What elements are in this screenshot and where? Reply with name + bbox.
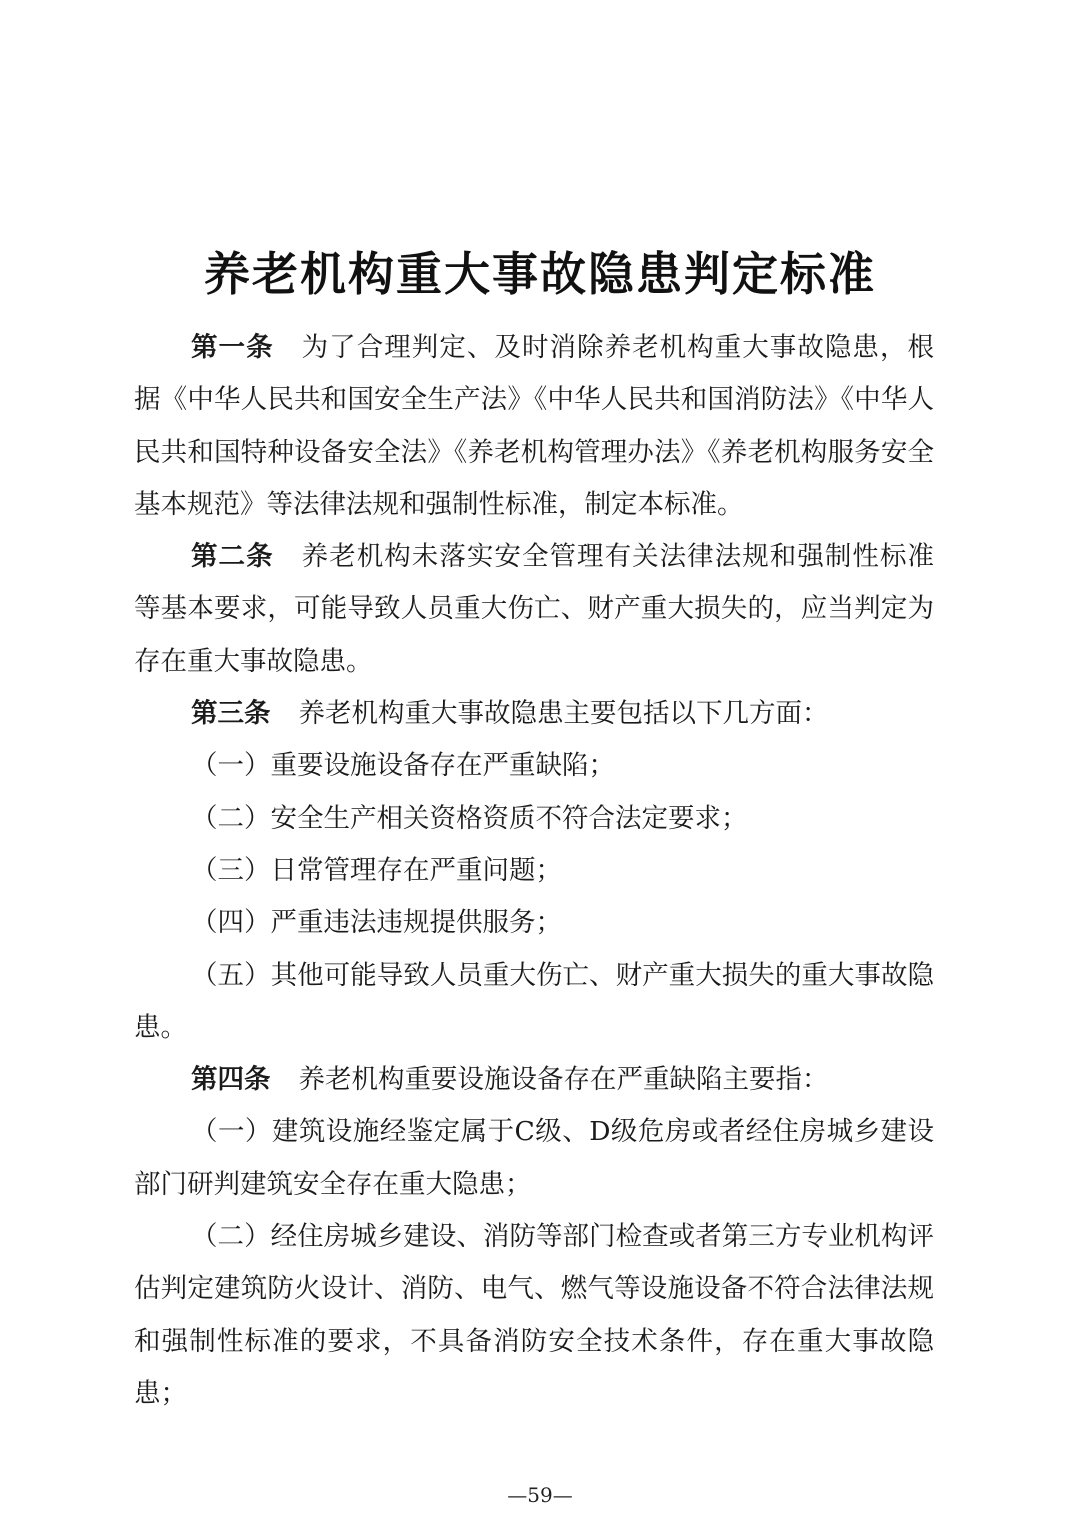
article-1-label: 第一条 <box>191 332 274 363</box>
article-1-text: 为了合理判定、及时消除养老机构重大事故隐患，根据《中华人民共和国安全生产法》《中华人民共和国消防法》《中华人民共和国特种设备安全法》《养老机构管理办法》《养老机构服务安全基本规范》等法律法规和强制性标准，制定本标准。 <box>134 332 935 520</box>
article-3-item-2: （二）安全生产相关资格资质不符合法定要求； <box>191 802 748 834</box>
page-number: —59— <box>507 1483 573 1507</box>
article-4-label: 第四条 <box>191 1064 271 1096</box>
document-body <box>134 322 934 1420</box>
article-2-text: 养老机构未落实安全管理有关法律法规和强制性标准等基本要求，可能导致人员重大伤亡、财产重大损失的，应当判定为存在重大事故隐患。 <box>134 541 935 677</box>
article-4-text: 养老机构重要设施设备存在严重缺陷主要指： <box>298 1064 829 1096</box>
article-3-text: 养老机构重大事故隐患主要包括以下几方面： <box>298 698 829 730</box>
article-4-item-2: （二）经住房城乡建设、消防等部门检查或者第三方专业机构评估判定建筑防火设计、消防、电气、燃气等设施设备不符合法律法规和强制性标准的要求，不具备消防安全技术条件，存在重大事故隐患； <box>134 1221 934 1409</box>
article-1 <box>134 322 934 531</box>
article-2 <box>134 531 934 688</box>
article-3 <box>134 688 934 740</box>
article-3-item-3: （三）日常管理存在严重问题； <box>191 854 562 886</box>
article-3-item-4: （四）严重违法违规提供服务； <box>191 907 562 939</box>
article-3-label: 第三条 <box>191 698 271 730</box>
article-2-label: 第二条 <box>191 541 274 573</box>
article-3-item-5: （五）其他可能导致人员重大伤亡、财产重大损失的重大事故隐患。 <box>134 959 934 1043</box>
article-3-item-1: （一）重要设施设备存在严重缺陷； <box>191 750 615 782</box>
document-title: 养老机构重大事故隐患判定标准 <box>204 246 876 301</box>
article-4 <box>134 1054 934 1106</box>
article-4-item-1: （一）建筑设施经鉴定属于C级、D级危房或者经住房城乡建设部门研判建筑安全存在重大隐患； <box>134 1116 934 1200</box>
